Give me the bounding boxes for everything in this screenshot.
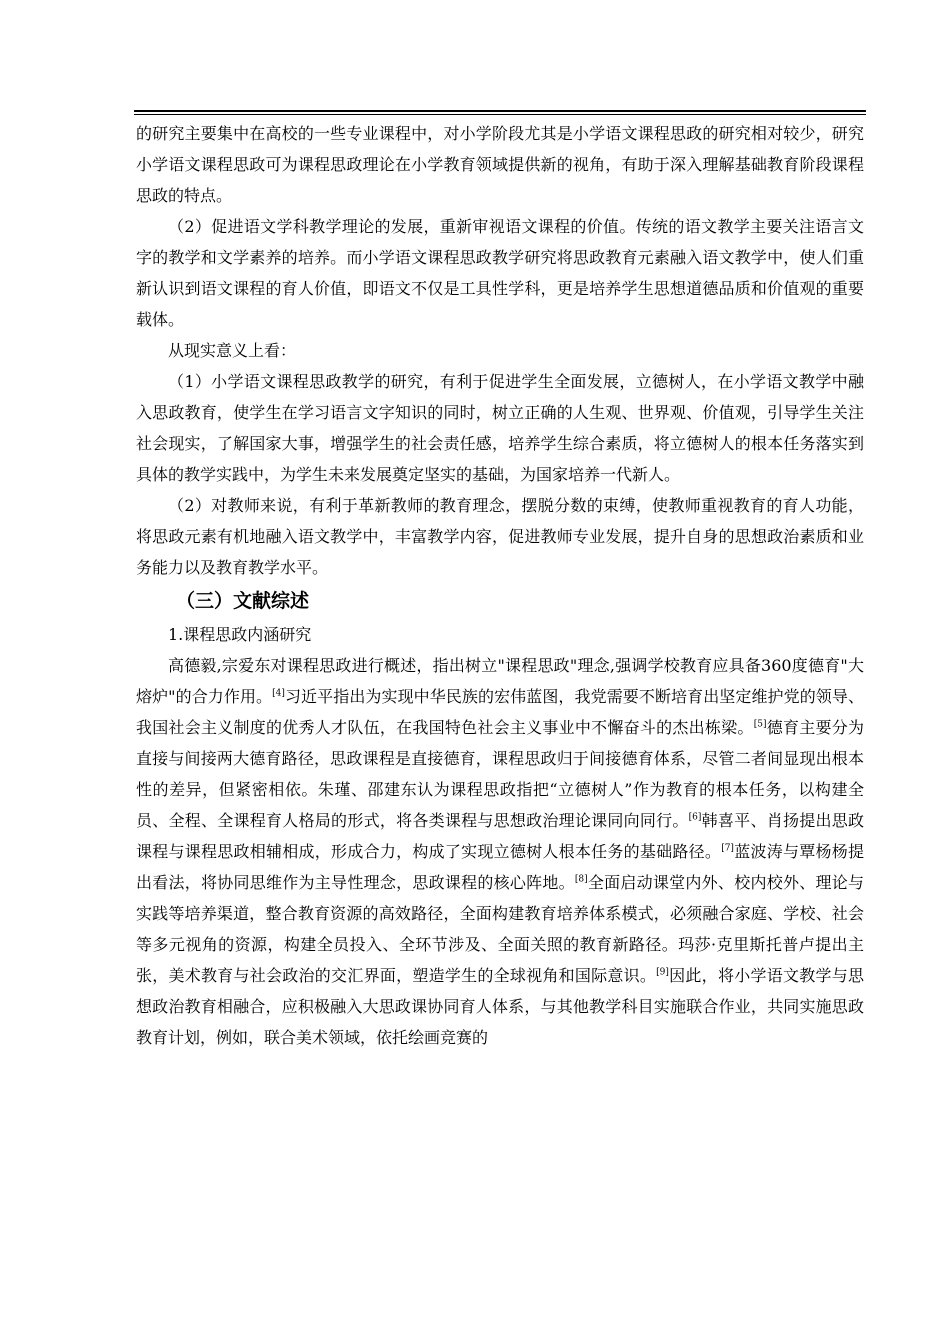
paragraph-practical-point-2: （2）对教师来说，有利于革新教师的教育理念，摆脱分数的束缚，使教师重视教育的育人功能，将思政元素有机地融入语文教学中，丰富教学内容，促进教师专业发展，提升自身的思想政治素质和业务能力以及教育教学水平。 [136, 496, 864, 577]
citation-4: [4] [272, 688, 285, 699]
header-rule-thin [134, 114, 866, 115]
lit-sentence-2: 习近平指出为实现中华民族的宏伟蓝图，我党需要不断培育出坚定维护党的领导、我国社会主义制度的优秀人才队伍，在我国特色社会主义事业中不懈奋斗的杰出栋梁。 [136, 687, 864, 737]
document-body [136, 118, 864, 1053]
lit-sentence-4: 韩喜平、肖扬提出思政课程与课程思政相辅相成，形成合力，构成了实现立德树人根本任务的基础路径。 [136, 811, 864, 861]
lit-sentence-7: 因此，将小学语文教学与思想政治教育相融合，应积极融入大思政课协同育人体系，与其他教学科目实施联合作业，共同实施思政教育计划，例如，联合美术领域，依托绘画竞赛的 [136, 966, 864, 1047]
paragraph-practical-heading: 从现实意义上看： [168, 341, 297, 360]
citation-9: [9] [656, 967, 669, 978]
paragraph-literature-review [136, 650, 864, 1053]
paragraph-theory-point-2: （2）促进语文学科教学理论的发展，重新审视语文课程的价值。传统的语文教学主要关注语言文字的教学和文学素养的培养。而小学语文课程思政教学研究将思政教育元素融入语文教学中，使人们重新认识到语文课程的育人价值，即语文不仅是工具性学科，更是培养学生思想道德品质和价值观的重要载体。 [136, 217, 864, 329]
citation-7: [7] [721, 843, 734, 854]
citation-8: [8] [574, 874, 588, 885]
citation-5: [5] [753, 719, 767, 730]
header-rule-thick [134, 110, 866, 112]
lit-sentence-3: 德育主要分为直接与间接两大德育路径，思政课程是直接德育，课程思政归于间接德育体系，尽管二者间显现出根本性的差异，但紧密相依。朱瑾、邵建东认为课程思政指把“立德树人”作为教育的根本任务，以构建全员、全程、全课程育人格局的形式，将各类课程与思想政治理论课同向同行。 [136, 718, 864, 830]
paragraph-intro-continuation: 的研究主要集中在高校的一些专业课程中，对小学阶段尤其是小学语文课程思政的研究相对较少，研究小学语文课程思政可为课程思政理论在小学教育领域提供新的视角，有助于深入理解基础教育阶段课程思政的特点。 [136, 124, 864, 205]
lit-sentence-1: 高德毅,宗爱东对课程思政进行概述，指出树立"课程思政"理念,强调学校教育应具备360度德育"大熔炉"的合力作用。 [136, 656, 864, 706]
citation-6: [6] [688, 812, 702, 823]
paragraph-practical-point-1: （1）小学语文课程思政教学的研究，有利于促进学生全面发展，立德树人，在小学语文教学中融入思政教育，使学生在学习语言文字知识的同时，树立正确的人生观、世界观、价值观，引导学生关注社会现实，了解国家大事，增强学生的社会责任感，培养学生综合素质，将立德树人的根本任务落实到具体的教学实践中，为学生未来发展奠定坚实的基础，为国家培养一代新人。 [136, 372, 864, 484]
section-heading-literature-review: （三）文献综述 [176, 590, 310, 612]
lit-sentence-5: 蓝波涛与覃杨杨提出看法，将协同思维作为主导性理念，思政课程的核心阵地。 [136, 842, 864, 892]
subsection-heading-connotation: 1.课程思政内涵研究 [168, 625, 312, 644]
lit-sentence-6: 全面启动课堂内外、校内校外、理论与实践等培养渠道，整合教育资源的高效路径，全面构建教育培养体系模式，必须融合家庭、学校、社会等多元视角的资源，构建全员投入、全环节涉及、全面关照的教育新路径。玛莎·克里斯托普卢提出主张，美术教育与社会政治的交汇界面，塑造学生的全球视角和国际意识。 [136, 873, 864, 985]
